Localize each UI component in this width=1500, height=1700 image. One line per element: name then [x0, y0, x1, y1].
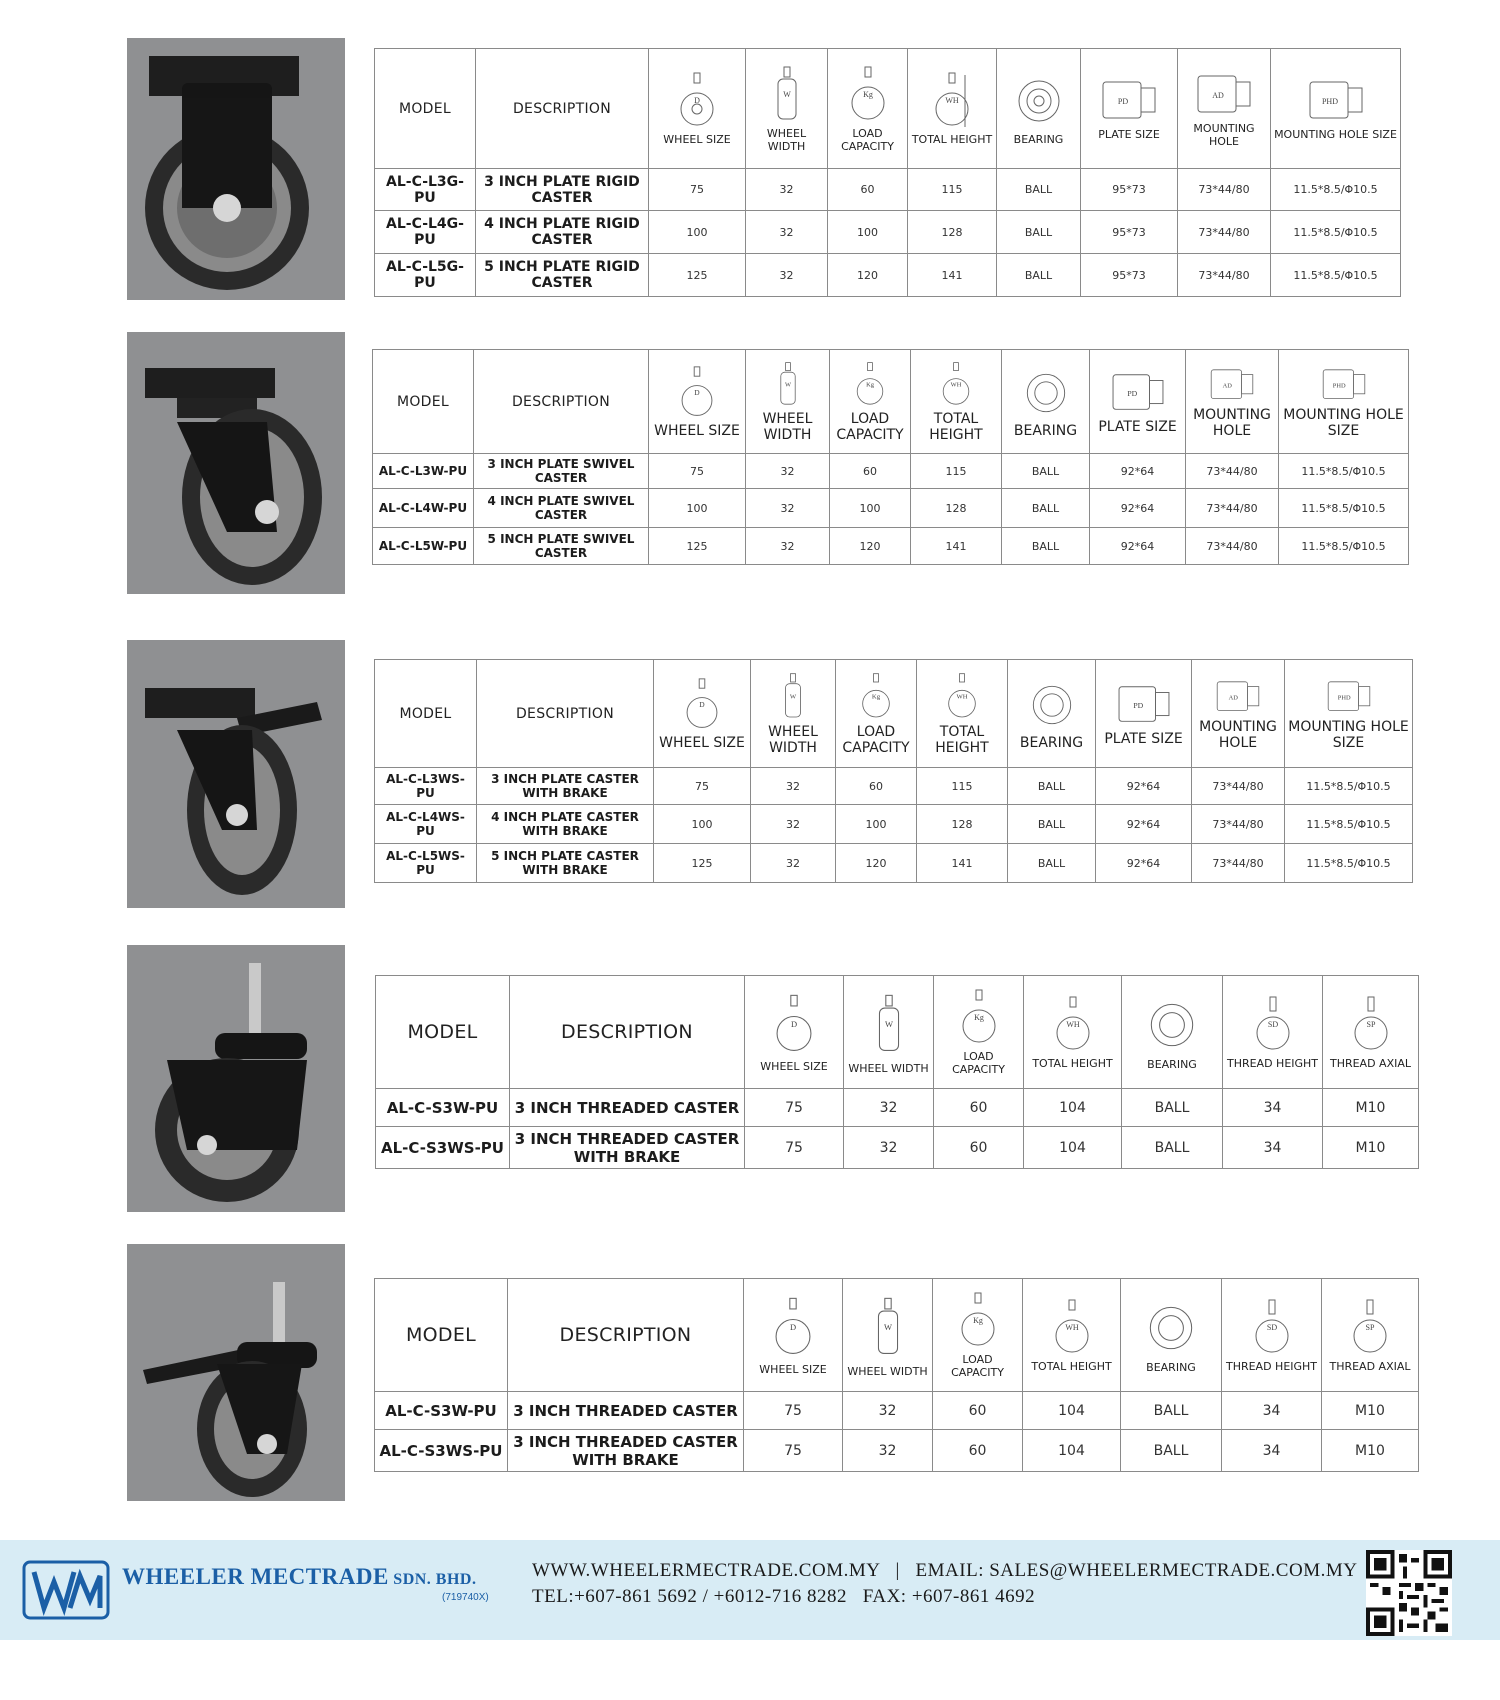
- header-wheel-width: W WHEEL WIDTH: [844, 976, 934, 1089]
- description-cell: 5 INCH PLATE SWIVEL CASTER: [474, 528, 649, 565]
- mounting-hole-size-cell: 11.5*8.5/Φ10.5: [1271, 169, 1401, 211]
- wheel-size-letter: D: [694, 387, 700, 397]
- mounting-hole-size-cell: 11.5*8.5/Φ10.5: [1271, 254, 1401, 297]
- description-cell: 4 INCH PLATE RIGID CASTER: [476, 211, 649, 254]
- thread-height-cell: 34: [1223, 1089, 1323, 1127]
- table-row: [376, 1089, 1419, 1127]
- model-cell: AL-C-L3G-PU: [375, 169, 476, 211]
- bearing-cell: BALL: [1002, 454, 1090, 489]
- bearing-cell: BALL: [1122, 1089, 1223, 1127]
- model-cell: AL-C-L4W-PU: [373, 489, 474, 528]
- thread-axial-cell: M10: [1322, 1430, 1419, 1472]
- table-row: [375, 169, 1401, 211]
- load-capacity-icon: [851, 65, 885, 125]
- bearing-icon: [1030, 677, 1074, 733]
- wheel-width-letter: W: [884, 1018, 893, 1029]
- wheel-width-cell: 32: [746, 211, 828, 254]
- total-height-cell: 115: [908, 169, 997, 211]
- caster-threaded-photo: [127, 945, 345, 1212]
- total-height-icon: [945, 672, 979, 722]
- header-thread-axial: SP THREAD AXIAL: [1323, 976, 1419, 1089]
- header-total-height: WH TOTAL HEIGHT: [1024, 976, 1122, 1089]
- mounting-hole-size-cell: 11.5*8.5/Φ10.5: [1285, 768, 1413, 805]
- description-cell: 5 INCH PLATE RIGID CASTER: [476, 254, 649, 297]
- bearing-cell: BALL: [1121, 1392, 1222, 1430]
- total-height-cell: 115: [917, 768, 1008, 805]
- wheel-size-letter: D: [694, 96, 700, 105]
- wheel-width-icon: [771, 361, 805, 409]
- bearing-cell: BALL: [1002, 528, 1090, 565]
- thread-height-icon: [1255, 995, 1291, 1055]
- bearing-cell: BALL: [1122, 1127, 1223, 1169]
- header-load-capacity: Kg LOAD CAPACITY: [828, 49, 908, 169]
- thread-axial-cell: M10: [1323, 1089, 1419, 1127]
- wheel-size-cell: 125: [649, 528, 746, 565]
- load-capacity-cell: 60: [934, 1127, 1024, 1169]
- model-cell: AL-C-S3W-PU: [375, 1392, 508, 1430]
- mounting-hole-cell: 73*44/80: [1186, 528, 1279, 565]
- spec-table: [374, 659, 1413, 883]
- table-row: [373, 489, 1409, 528]
- plate-size-cell: 95*73: [1081, 254, 1178, 297]
- load-capacity-cell: 60: [828, 169, 908, 211]
- load-capacity-cell: 120: [836, 844, 917, 883]
- plate-size-icon: [1114, 681, 1174, 729]
- load-capacity-cell: 100: [830, 489, 911, 528]
- header-bearing: BEARING: [1002, 350, 1090, 454]
- header-model: MODEL: [376, 976, 510, 1089]
- load-capacity-cell: 60: [934, 1089, 1024, 1127]
- header-wheel-width: W WHEEL WIDTH: [751, 660, 836, 768]
- description-cell: 3 INCH THREADED CASTER WITH BRAKE: [508, 1430, 744, 1472]
- bearing-icon: [1024, 365, 1068, 421]
- wheel-size-icon: [776, 992, 812, 1058]
- mounting-hole-size-letter: PHD: [1337, 693, 1351, 701]
- thread-height-letter: SD: [1267, 1019, 1278, 1029]
- wheel-width-icon: [870, 1293, 906, 1363]
- header-mounting-hole: AD MOUNTING HOLE: [1178, 49, 1271, 169]
- load-capacity-icon: [961, 988, 997, 1048]
- table-row: [375, 805, 1413, 844]
- caster-swivel-photo: [127, 332, 345, 594]
- wheel-size-letter: D: [789, 1321, 797, 1332]
- bearing-cell: BALL: [997, 211, 1081, 254]
- thread-height-cell: 34: [1222, 1392, 1322, 1430]
- total-height-icon: [935, 71, 969, 131]
- wheel-size-cell: 75: [745, 1127, 844, 1169]
- bearing-icon: [1146, 1297, 1196, 1359]
- header-thread-height: SD THREAD HEIGHT: [1223, 976, 1323, 1089]
- header-load-capacity: Kg LOAD CAPACITY: [934, 976, 1024, 1089]
- header-wheel-size: D WHEEL SIZE: [649, 350, 746, 454]
- wheel-size-letter: D: [790, 1018, 798, 1029]
- header-wheel-size: D WHEEL SIZE: [745, 976, 844, 1089]
- bearing-cell: BALL: [1121, 1430, 1222, 1472]
- description-cell: 3 INCH THREADED CASTER: [510, 1089, 745, 1127]
- mounting-hole-cell: 73*44/80: [1178, 169, 1271, 211]
- caster-threaded-brake-photo: [127, 1244, 345, 1501]
- mounting-hole-size-cell: 11.5*8.5/Φ10.5: [1279, 489, 1409, 528]
- thread-height-icon: [1254, 1298, 1290, 1358]
- load-capacity-letter: Kg: [871, 693, 881, 701]
- bearing-cell: BALL: [1002, 489, 1090, 528]
- contact-web-email: WWW.WHEELERMECTRADE.COM.MY | EMAIL: SALES@WHEELERMECTRADE.COM.MY: [532, 1560, 1358, 1581]
- header-model: MODEL: [375, 1279, 508, 1392]
- plate-size-cell: 92*64: [1090, 528, 1186, 565]
- plate-size-cell: 92*64: [1090, 489, 1186, 528]
- load-capacity-icon: [859, 672, 893, 722]
- mounting-hole-size-letter: PHD: [1332, 381, 1346, 389]
- description-cell: 3 INCH PLATE CASTER WITH BRAKE: [477, 768, 654, 805]
- wm-logo-icon: [22, 1560, 110, 1620]
- mounting-hole-size-cell: 11.5*8.5/Φ10.5: [1285, 805, 1413, 844]
- wheel-width-cell: 32: [843, 1430, 933, 1472]
- wheel-width-letter: W: [789, 693, 797, 701]
- mounting-hole-size-icon: [1304, 365, 1384, 405]
- wheel-width-cell: 32: [746, 489, 830, 528]
- table-row: [375, 211, 1401, 254]
- total-height-letter: WH: [1065, 1019, 1080, 1029]
- header-total-height: WH TOTAL HEIGHT: [917, 660, 1008, 768]
- company-name: WHEELER MECTRADE SDN. BHD.: [122, 1564, 477, 1589]
- model-cell: AL-C-L3W-PU: [373, 454, 474, 489]
- wheel-width-letter: W: [784, 381, 791, 389]
- load-capacity-icon: [853, 361, 887, 409]
- header-bearing: BEARING: [1008, 660, 1096, 768]
- mounting-hole-icon: [1202, 365, 1262, 405]
- total-height-cell: 104: [1024, 1127, 1122, 1169]
- total-height-cell: 141: [911, 528, 1002, 565]
- total-height-cell: 128: [917, 805, 1008, 844]
- wheel-size-cell: 75: [744, 1392, 843, 1430]
- wheel-width-icon: [770, 65, 804, 125]
- mounting-hole-size-cell: 11.5*8.5/Φ10.5: [1271, 211, 1401, 254]
- wheel-size-cell: 100: [654, 805, 751, 844]
- qr-code-icon: [1366, 1550, 1452, 1636]
- total-height-letter: WH: [956, 693, 968, 701]
- total-height-cell: 104: [1023, 1430, 1121, 1472]
- plate-size-cell: 95*73: [1081, 169, 1178, 211]
- wheel-width-cell: 32: [844, 1127, 934, 1169]
- wheel-size-icon: [775, 1295, 811, 1361]
- load-capacity-icon: [960, 1291, 996, 1351]
- header-description: DESCRIPTION: [508, 1279, 744, 1392]
- header-total-height: WH TOTAL HEIGHT: [1023, 1279, 1121, 1392]
- plate-size-cell: 92*64: [1096, 768, 1192, 805]
- plate-size-cell: 92*64: [1096, 844, 1192, 883]
- mounting-hole-size-cell: 11.5*8.5/Φ10.5: [1279, 454, 1409, 489]
- model-cell: AL-C-L5WS-PU: [375, 844, 477, 883]
- wheel-width-cell: 32: [843, 1392, 933, 1430]
- wheel-size-cell: 125: [649, 254, 746, 297]
- wheel-size-cell: 75: [654, 768, 751, 805]
- wheel-size-cell: 75: [745, 1089, 844, 1127]
- model-cell: AL-C-S3WS-PU: [375, 1430, 508, 1472]
- load-capacity-cell: 120: [828, 254, 908, 297]
- header-load-capacity: Kg LOAD CAPACITY: [830, 350, 911, 454]
- mounting-hole-icon: [1194, 70, 1254, 120]
- mounting-hole-cell: 73*44/80: [1178, 254, 1271, 297]
- thread-axial-cell: M10: [1323, 1127, 1419, 1169]
- wheel-width-cell: 32: [751, 805, 836, 844]
- table-row: [375, 1392, 1419, 1430]
- total-height-letter: WH: [945, 96, 959, 105]
- total-height-icon: [939, 361, 973, 409]
- thread-height-cell: 34: [1223, 1127, 1323, 1169]
- wheel-width-cell: 32: [746, 169, 828, 211]
- wheel-size-cell: 75: [744, 1430, 843, 1472]
- mounting-hole-letter: AD: [1228, 693, 1238, 701]
- thread-height-cell: 34: [1222, 1430, 1322, 1472]
- header-mounting-hole-size: PHD MOUNTING HOLE SIZE: [1279, 350, 1409, 454]
- header-load-capacity: Kg LOAD CAPACITY: [836, 660, 917, 768]
- load-capacity-cell: 100: [828, 211, 908, 254]
- header-model: MODEL: [373, 350, 474, 454]
- total-height-cell: 141: [917, 844, 1008, 883]
- wheel-width-letter: W: [782, 89, 791, 99]
- thread-axial-letter: SP: [1365, 1322, 1375, 1332]
- header-mounting-hole-size: PHD MOUNTING HOLE SIZE: [1271, 49, 1401, 169]
- caster-brake-photo: [127, 640, 345, 908]
- mounting-hole-letter: AD: [1222, 381, 1232, 389]
- mounting-hole-size-letter: PHD: [1321, 97, 1338, 106]
- mounting-hole-cell: 73*44/80: [1192, 805, 1285, 844]
- load-capacity-letter: Kg: [973, 1013, 984, 1022]
- header-plate-size: PD PLATE SIZE: [1081, 49, 1178, 169]
- wheel-width-cell: 32: [746, 254, 828, 297]
- plate-size-icon: [1099, 76, 1159, 126]
- spec-table: [374, 48, 1401, 297]
- table-row: [375, 768, 1413, 805]
- header-plate-size: PD PLATE SIZE: [1096, 660, 1192, 768]
- header-bearing: BEARING: [1121, 1279, 1222, 1392]
- plate-size-icon: [1108, 369, 1168, 417]
- wheel-size-cell: 100: [649, 489, 746, 528]
- header-wheel-width: W WHEEL WIDTH: [746, 49, 828, 169]
- total-height-icon: [1054, 1298, 1090, 1358]
- caster-rigid-photo: [127, 38, 345, 300]
- wheel-size-letter: D: [699, 699, 705, 709]
- bearing-cell: BALL: [997, 254, 1081, 297]
- total-height-cell: 128: [911, 489, 1002, 528]
- header-wheel-size: D WHEEL SIZE: [654, 660, 751, 768]
- total-height-cell: 115: [911, 454, 1002, 489]
- description-cell: 3 INCH THREADED CASTER WITH BRAKE: [510, 1127, 745, 1169]
- table-row: [373, 454, 1409, 489]
- mounting-hole-letter: AD: [1212, 90, 1224, 100]
- load-capacity-cell: 100: [836, 805, 917, 844]
- header-thread-axial: SP THREAD AXIAL: [1322, 1279, 1419, 1392]
- header-load-capacity: Kg LOAD CAPACITY: [933, 1279, 1023, 1392]
- registration-number: (719740X): [442, 1592, 489, 1603]
- header-description: DESCRIPTION: [474, 350, 649, 454]
- table-row: [375, 254, 1401, 297]
- load-capacity-letter: Kg: [972, 1316, 983, 1325]
- total-height-letter: WH: [950, 381, 962, 389]
- header-plate-size: PD PLATE SIZE: [1090, 350, 1186, 454]
- wheel-width-cell: 32: [746, 454, 830, 489]
- model-cell: AL-C-L4G-PU: [375, 211, 476, 254]
- plate-size-cell: 92*64: [1090, 454, 1186, 489]
- model-cell: AL-C-S3W-PU: [376, 1089, 510, 1127]
- spec-table: [374, 1278, 1419, 1472]
- wheel-size-cell: 125: [654, 844, 751, 883]
- table-row: [375, 1430, 1419, 1472]
- mounting-hole-cell: 73*44/80: [1192, 768, 1285, 805]
- total-height-letter: WH: [1064, 1322, 1079, 1332]
- contact-phone-fax: TEL:+607-861 5692 / +6012-716 8282 FAX: +607-861 4692: [532, 1586, 1036, 1607]
- wheel-width-cell: 32: [746, 528, 830, 565]
- mounting-hole-size-cell: 11.5*8.5/Φ10.5: [1279, 528, 1409, 565]
- header-total-height: WH TOTAL HEIGHT: [911, 350, 1002, 454]
- header-bearing: BEARING: [997, 49, 1081, 169]
- table-row: [375, 844, 1413, 883]
- wheel-width-cell: 32: [751, 768, 836, 805]
- plate-size-letter: PD: [1126, 388, 1137, 398]
- header-wheel-width: W WHEEL WIDTH: [746, 350, 830, 454]
- header-wheel-size: D WHEEL SIZE: [649, 49, 746, 169]
- header-bearing: BEARING: [1122, 976, 1223, 1089]
- model-cell: AL-C-L3WS-PU: [375, 768, 477, 805]
- header-mounting-hole-size: PHD MOUNTING HOLE SIZE: [1285, 660, 1413, 768]
- plate-size-cell: 95*73: [1081, 211, 1178, 254]
- load-capacity-cell: 60: [933, 1430, 1023, 1472]
- plate-size-letter: PD: [1117, 97, 1129, 106]
- mounting-hole-cell: 73*44/80: [1192, 844, 1285, 883]
- bearing-cell: BALL: [1008, 844, 1096, 883]
- model-cell: AL-C-L5G-PU: [375, 254, 476, 297]
- model-cell: AL-C-S3WS-PU: [376, 1127, 510, 1169]
- footer: [0, 1540, 1500, 1640]
- load-capacity-cell: 60: [933, 1392, 1023, 1430]
- wheel-width-icon: [871, 990, 907, 1060]
- load-capacity-cell: 120: [830, 528, 911, 565]
- mounting-hole-cell: 73*44/80: [1186, 454, 1279, 489]
- header-description: DESCRIPTION: [476, 49, 649, 169]
- header-wheel-size: D WHEEL SIZE: [744, 1279, 843, 1392]
- load-capacity-letter: Kg: [866, 381, 874, 389]
- thread-axial-icon: [1352, 1298, 1388, 1358]
- bearing-icon: [1147, 994, 1197, 1056]
- header-description: DESCRIPTION: [510, 976, 745, 1089]
- total-height-icon: [1055, 995, 1091, 1055]
- mounting-hole-size-cell: 11.5*8.5/Φ10.5: [1285, 844, 1413, 883]
- wheel-size-cell: 100: [649, 211, 746, 254]
- header-model: MODEL: [375, 49, 476, 169]
- thread-axial-icon: [1353, 995, 1389, 1055]
- mounting-hole-cell: 73*44/80: [1178, 211, 1271, 254]
- thread-height-letter: SD: [1266, 1322, 1277, 1332]
- header-wheel-width: W WHEEL WIDTH: [843, 1279, 933, 1392]
- bearing-icon: [1017, 71, 1061, 131]
- spec-table: [375, 975, 1419, 1169]
- description-cell: 3 INCH PLATE SWIVEL CASTER: [474, 454, 649, 489]
- wheel-width-icon: [776, 672, 810, 722]
- total-height-cell: 104: [1023, 1392, 1121, 1430]
- description-cell: 5 INCH PLATE CASTER WITH BRAKE: [477, 844, 654, 883]
- total-height-cell: 104: [1024, 1089, 1122, 1127]
- load-capacity-letter: Kg: [862, 89, 873, 99]
- total-height-cell: 141: [908, 254, 997, 297]
- wheel-size-cell: 75: [649, 169, 746, 211]
- plate-size-cell: 92*64: [1096, 805, 1192, 844]
- header-total-height: WH TOTAL HEIGHT: [908, 49, 997, 169]
- header-mounting-hole: AD MOUNTING HOLE: [1192, 660, 1285, 768]
- wheel-width-letter: W: [883, 1321, 892, 1332]
- bearing-cell: BALL: [997, 169, 1081, 211]
- mounting-hole-size-icon: [1296, 76, 1376, 126]
- description-cell: 4 INCH PLATE CASTER WITH BRAKE: [477, 805, 654, 844]
- wheel-size-icon: [685, 677, 719, 733]
- description-cell: 3 INCH PLATE RIGID CASTER: [476, 169, 649, 211]
- spec-table: [372, 349, 1409, 565]
- plate-size-letter: PD: [1132, 700, 1143, 710]
- total-height-cell: 128: [908, 211, 997, 254]
- header-thread-height: SD THREAD HEIGHT: [1222, 1279, 1322, 1392]
- description-cell: 4 INCH PLATE SWIVEL CASTER: [474, 489, 649, 528]
- load-capacity-cell: 60: [830, 454, 911, 489]
- model-cell: AL-C-L5W-PU: [373, 528, 474, 565]
- wheel-size-cell: 75: [649, 454, 746, 489]
- wheel-size-icon: [680, 71, 714, 131]
- wheel-size-icon: [680, 365, 714, 421]
- mounting-hole-cell: 73*44/80: [1186, 489, 1279, 528]
- model-cell: AL-C-L4WS-PU: [375, 805, 477, 844]
- header-model: MODEL: [375, 660, 477, 768]
- wheel-width-cell: 32: [844, 1089, 934, 1127]
- thread-axial-letter: SP: [1366, 1019, 1375, 1029]
- mounting-hole-icon: [1208, 677, 1268, 717]
- load-capacity-cell: 60: [836, 768, 917, 805]
- wheel-width-cell: 32: [751, 844, 836, 883]
- description-cell: 3 INCH THREADED CASTER: [508, 1392, 744, 1430]
- table-row: [373, 528, 1409, 565]
- bearing-cell: BALL: [1008, 805, 1096, 844]
- header-description: DESCRIPTION: [477, 660, 654, 768]
- mounting-hole-size-icon: [1309, 677, 1389, 717]
- table-row: [376, 1127, 1419, 1169]
- bearing-cell: BALL: [1008, 768, 1096, 805]
- thread-axial-cell: M10: [1322, 1392, 1419, 1430]
- header-mounting-hole: AD MOUNTING HOLE: [1186, 350, 1279, 454]
